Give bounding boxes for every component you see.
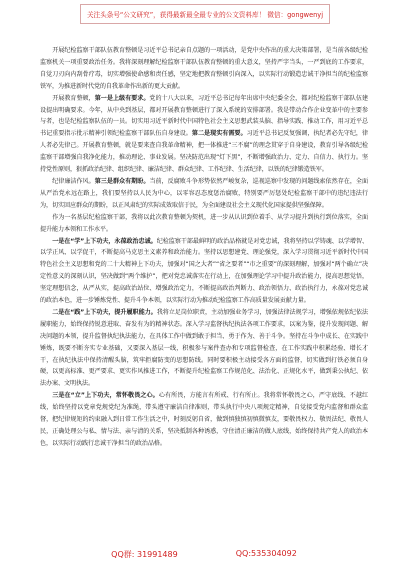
paragraph-text: 我将立足岗位职责，主动加强业务学习，加强法律法规学习，增强依规依纪依法履职能力，始终保持锐意进取、奋发有为的精神状态。深入学习监督执纪执法各项工作要求，以案为鉴，提升发现问题、解决问题的本领，提升监督执纪执法能力，在具体工作中做到敢于担当、勇于作为、善于斗争。坚持在斗争中成长、在实践中锤炼，既要不断夯实专业基础，又要深入基层一线，积极参与案件查办和专项监督检查，在工作实践中积累经验、增长才干，在执纪执法中保持清醒头脑，筑牢拒腐防变的思想防线。同时要积极主动接受各方面的监督，切实做到打铁必须自身硬，以更高标准、更严要求、更实作风推进工作，不断提升纪检监察工作规范化、法治化、正规化水平，做到秉公执纪、依法办案、文明执法。 — [40, 308, 368, 388]
paragraph — [40, 307, 368, 390]
paragraph — [40, 212, 368, 236]
promo-banner-text: 关注头条号“公文研究”，获得最新最全最专业的公文资料库！ 微信：gongwenyj — [86, 11, 324, 19]
paragraph-text: 纪检监察干部最鲜明的政治品格就是对党忠诚，我将坚持以学铸魂、以学增智、以学正风、以学促干，不断提高马克思主义素养和政治能力。坚持以思想建党、理论强党，深入学习贯彻习近平新时代中国特色社会主义思想和党的二十大精神上下功夫，加强对“国之大者”“省之要者”“市之重要”的深刻理解，加强对“两个确立”决定性意义的深刻认识，坚决做到“两个维护”，把对党忠诚落实在行动上，在加强理论学习中提升政治能力，提高思想觉悟，坚定理想信念，从严从实，提高政治站位、增强政治定力，不断提高政治判断力、政治领悟力、政治执行力，永葆对党忠诚的政治本色，进一步锤炼党性、提升斗争本领，以实际行动为推动纪检监察工作高质量发展贡献力量。 — [40, 237, 368, 305]
section-heading: 第二是现实有需要。 — [191, 130, 247, 138]
paragraph-text: 当前，反腐败斗争形势依然严峻复杂，巡视巡察中发现的问题线索依然存在，全面从严治党永远在路上，我们要坚持以人民为中心，以零容忍态度惩治腐败，特别要严厉惩处纪检监察干部中的违纪违法行为，切实回应群众的期盼，以正风肃纪的实际成效取信于民，为全面建设社会主义现代化国家提供坚强保障。 — [40, 177, 368, 209]
paragraph — [40, 93, 368, 176]
section-heading: 一是在“学”上下功夫，永葆政治忠诚。 — [52, 237, 157, 245]
paragraph-text: 党的十八大以来，习近平总书记每年出席中央纪委全会，都对纪检监察干部队伍建设提出明确要求。今年，从中央到基层，都对开展教育整顿进行了深入系统的安排部署。我是带动合作企业变革中的主要参与者，也是纪检监察队伍的一员。切实用习近平新时代中国特色社会主义思想武装头脑、指导实践、推动工作，用习近平总书记重要指示批示精神引领纪检监察干部队伍自身建设。 — [40, 94, 368, 138]
paragraph-text: 习近平总书记反复强调，执纪者必先守纪，律人者必先律己。开展教育整顿，就是要来查自我革命精神，把一体推进“三不腐”的理念贯穿于自身建设，教育引导各级纪检监察干部增强自我净化能力，推动理论、事业发展。坚决防范出现“灯下黑”，不断增强政治力、定力、自信力、执行力。坚持党性原则，狠抓政治纪律、组织纪律、廉洁纪律、群众纪律、工作纪律、生活纪律，以铁的纪律锻造铁军。 — [40, 130, 369, 174]
paragraph — [40, 176, 368, 212]
qq-group-text: QQ群: 31991489 — [111, 550, 178, 559]
section-heading: 第一是上级有要求。 — [94, 94, 150, 102]
section-heading: 三是在“立”上下功夫，常怀敬畏之心。 — [52, 392, 159, 400]
paragraph-text: 开展教育整顿， — [52, 94, 95, 102]
section-heading: 第三是群众有期盼。 — [94, 177, 150, 185]
document-body — [40, 45, 368, 450]
contact-footer — [0, 549, 408, 560]
paragraph — [40, 45, 368, 93]
paragraph-text: 开展纪检监察干部队伍教育整顿是习近平总书记亲自点题的一项活动，是党中央作出的重大决策部署，是当前各级纪检监察机关一项重要政治任务。我将深刻理解纪检监察干部队伍教育整顿的重大意义，坚持严字当头，一严到底的工作要求，自觉刀刃向内刮骨疗毒，切实增强使命感和责任感，坚定地把教育整顿引向深入，以实际行动锻造忠诚干净担当的纪检监察铁军，为推进新时代党的自我革命作出新的更大贡献。 — [40, 47, 368, 90]
paragraph — [40, 390, 368, 450]
paragraph-text: 心有所畏，方能言有所戒、行有所止。我将常怀敬畏之心，严守底线、不越红线，始终坚持以党章党规党纪为准绳，带头遵守廉洁自律准则，带头执行中央八项规定精神，自觉接受党内监督和群众监督，把纪律规矩的约束融入到日常工作生活之中，时刻反躬自省，做到慎独慎初慎微慎友，要敬畏权力、敬畏法纪、敬畏人民，正确处理公与私、情与法、亲与清的关系，坚决抵制各种诱惑，守住清正廉洁的做人底线，始终保持共产党人的政治本色，以实际行动践行忠诚干净担当的政治品格。 — [40, 392, 368, 447]
paragraph — [40, 236, 368, 307]
paragraph-text: 纪律廉洁作风。 — [52, 177, 95, 185]
qq-contact-text: QQ:535304092 — [235, 549, 297, 558]
section-heading: 二是在“践”上下功夫，提升履职能力。 — [52, 308, 157, 316]
paragraph-text: 作为一名基层纪检监察干部，我将以此次教育整顿为契机，进一步从认识到位着手、从学习提升到执行到位落实，全面提升能力本领和工作水平。 — [40, 213, 368, 233]
promo-banner — [80, 4, 330, 24]
